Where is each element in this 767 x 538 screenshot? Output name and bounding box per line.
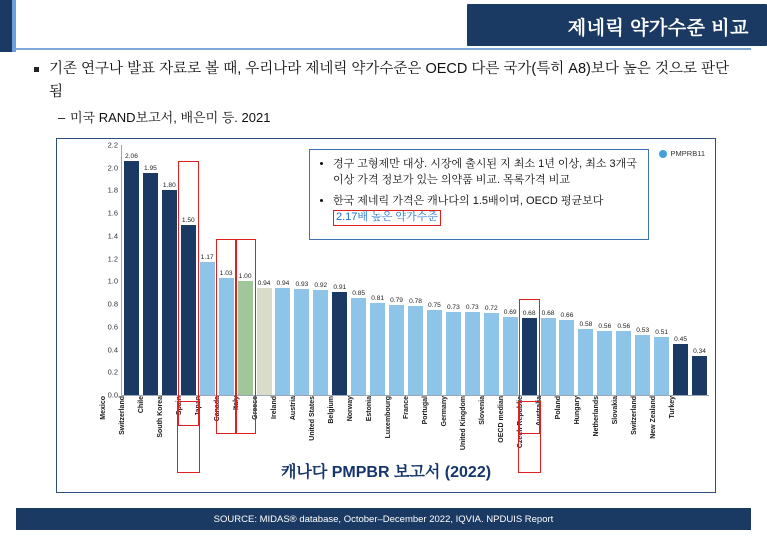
y-axis-tick: 1.2 [107,254,118,264]
bar [503,317,518,395]
bar-value-label: 0.73 [446,304,460,312]
bar [238,281,253,395]
x-axis-label: Austria [289,396,297,421]
y-axis-tick: 0.4 [107,345,118,355]
x-axis-label: New Zealand [649,396,657,439]
y-axis-tick: 1.6 [107,208,118,218]
bar-value-label: 1.50 [181,216,195,224]
bar-value-label: 0.56 [598,323,612,331]
chart-container [56,138,716,493]
bar [181,225,196,395]
chart-caption: 캐나다 PMPBR 보고서 (2022) [280,464,492,481]
header-accent-bar-light [12,0,16,52]
x-axis-label: Turkey [668,396,676,419]
bar-value-label: 1.80 [162,182,176,190]
x-axis-label: Spain [176,396,184,416]
bar [578,329,593,395]
bar [465,312,480,395]
x-axis-label: Portugal [422,396,430,425]
x-axis-label: Switzerland [630,396,638,435]
bar-value-label: 0.79 [390,297,403,305]
x-axis-label: Ireland [270,396,278,419]
bar [143,173,158,395]
bar-value-label: 0.45 [674,335,688,343]
y-axis-tick: 1.8 [107,185,118,195]
bar [275,288,290,395]
callout-item-1: • 경구 고형제만 대상. 시장에 출시된 지 최소 1년 이상, 최소 3개국이상 가격 정보가 있는 의약품 비교. 목록가격 비교 [333,157,639,189]
legend-label: PMPRB11 [670,149,705,158]
bar [200,262,215,395]
bar-value-label: 0.53 [636,326,650,334]
bar-value-label: 0.72 [484,305,498,313]
x-axis-label: United Kingdom [460,396,468,451]
y-axis-tick: 1.0 [107,276,118,286]
bullet-main-text: 기존 연구나 발표 자료로 볼 때, 우리나라 제네릭 약가수준은 OECD 다른 국가(특히 A8)보다 높은 것으로 판단됨 [49,61,730,101]
callout-item-2 [333,194,639,226]
x-axis-label: Belgium [327,396,335,424]
x-axis-label: United States [308,396,316,441]
x-axis-label: Chile [138,396,146,414]
bar [257,288,272,395]
bar-value-label: 0.58 [579,321,593,329]
bar-value-label: 1.95 [143,165,157,173]
bar [522,318,537,395]
bar-value-label: 0.85 [352,290,366,298]
x-axis-label: Australia [535,396,543,426]
chart-callout [309,149,649,240]
bar [446,312,461,395]
x-axis-label: Slovenia [479,396,487,425]
header-divider [16,48,751,50]
bar-value-label: 0.93 [295,281,309,289]
bar-value-label: 0.91 [333,283,347,291]
x-axis-label: Slovakia [611,396,619,425]
x-axis-label: South Korea [157,396,165,438]
bar-value-label: 0.92 [314,282,328,290]
bullet-list [30,58,730,126]
sub-dash-icon: – [58,109,66,125]
callout-item-2-accent: 2.17배 높은 약가수준 [333,210,441,226]
bullet-item-sub [58,107,730,126]
bar [408,306,423,395]
bar [332,292,347,395]
y-axis-tick: 0.2 [107,367,118,377]
bar [351,298,366,395]
bar-value-label: 0.56 [617,323,631,331]
footer-source-text: SOURCE: MIDAS® database, October–December 2022, IQVIA. NPDUIS Report [213,513,554,525]
y-axis-tick: 2.0 [107,163,118,173]
x-axis-label: Greece [251,396,259,420]
bar [370,303,385,395]
bullet-square-icon [34,67,39,72]
x-axis-label: Switzerland [119,396,127,435]
x-axis-label: Hungary [573,396,581,425]
x-axis-label: Italy [233,396,241,411]
bar-value-label: 0.75 [428,301,441,309]
y-axis-tick: 0.8 [107,299,118,309]
bar-value-label: 1.00 [238,273,252,281]
bar [597,331,612,395]
bar [294,289,309,395]
bar [616,331,631,395]
bar [389,305,404,395]
bar [313,290,328,395]
bar [484,313,499,395]
y-axis-tick: 0.0 [107,390,118,400]
bar [162,190,177,395]
slide-footer [16,508,751,530]
x-axis-label: Norway [346,396,354,422]
bar [124,161,139,395]
bar [427,310,442,395]
page-title: 제네릭 약가수준 비교 [567,18,749,39]
bar [541,318,556,395]
x-axis-label: Luxembourg [384,396,392,439]
bar [692,356,707,395]
bar [635,335,650,395]
y-axis-tick: 0.6 [107,322,118,332]
callout-item-2-text: 한국 제네릭 가격은 캐나다의 1.5배이며, OECD 평균보다 [333,194,604,207]
y-axis-tick: 1.4 [107,231,118,241]
x-axis-label: OECD median [498,396,506,443]
x-axis-label: France [403,396,411,419]
bar-value-label: 0.34 [693,348,706,356]
bar [654,337,669,395]
bar-value-label: 0.94 [276,280,290,288]
bar-value-label: 0.51 [655,329,669,337]
bar-value-label: 0.73 [465,304,479,312]
y-axis [91,140,121,400]
y-axis-tick: 2.2 [107,140,118,150]
bar-value-label: 0.66 [560,312,574,319]
bar-value-label: 0.69 [503,308,517,316]
bar-value-label: 0.78 [409,298,422,306]
x-axis-label: Netherlands [592,396,600,437]
bar-value-label: 0.81 [371,294,385,302]
x-axis-label: Poland [554,396,562,420]
header-accent-bar [0,0,12,52]
bullet-sub-text: 미국 RAND보고서, 배은미 등. 2021 [70,109,271,125]
bar-value-label: 0.68 [541,309,555,317]
bar-value-label: 2.06 [125,152,138,160]
x-axis-label: Mexico [100,396,108,420]
bar [673,344,688,395]
x-axis-label: Czech Republic [517,396,525,449]
bar-value-label: 1.17 [200,254,214,262]
bar [219,278,234,395]
bar-value-label: 0.68 [522,309,536,317]
x-axis-label: Germany [441,396,449,427]
x-axis-label: Estonia [365,396,373,422]
slide-header [0,0,767,52]
x-axis-label: Canada [214,396,222,422]
bullet-item-main [30,58,730,105]
bar-value-label: 0.94 [257,280,271,288]
bar [559,320,574,395]
x-axis-label: Japan [195,396,203,417]
bar-value-label: 1.03 [219,269,233,277]
